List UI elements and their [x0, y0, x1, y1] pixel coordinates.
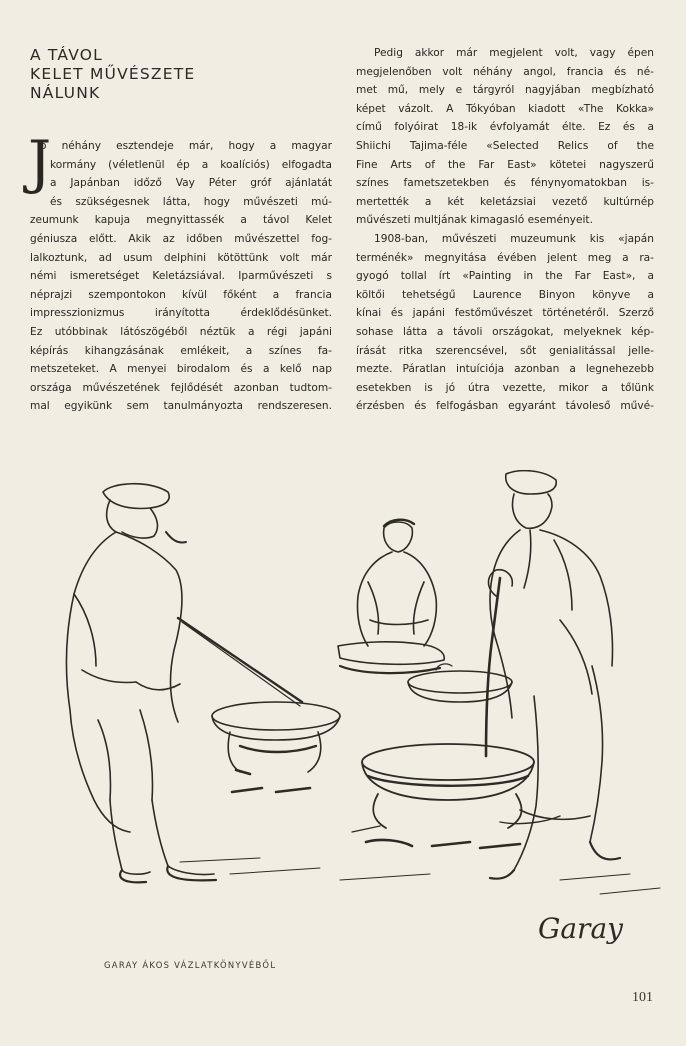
- text-line: némi ismeretséget Keletázsiával. Iparművészeti s: [30, 270, 332, 283]
- title-line-2: KELET MŰVÉSZETE: [30, 65, 196, 83]
- drop-cap: J: [28, 128, 52, 196]
- text-line: mal egyikünk sem tanulmányozta rendszeresen.: [30, 400, 332, 413]
- text-line: című folyóirat 18-ik évfolyamát élte. Ez és a: [356, 121, 654, 134]
- text-line: megjelenőben volt néhány angol, francia és né-: [356, 65, 654, 78]
- middle-cauldron: [408, 664, 512, 702]
- text-line: metszeteket. A menyei birodalom és a kelő nap: [30, 363, 332, 376]
- text-line: kormány (véletlenül ép a koalíciós) elfogadta: [50, 158, 332, 171]
- article-title: [30, 46, 260, 103]
- sketch-illustration: [0, 470, 686, 970]
- text-line: képírás kihangzásának emlékeit, a színes fa-: [30, 344, 332, 357]
- text-line: költői tehetségű Laurence Binyon könyve a: [356, 288, 654, 301]
- text-line: Ez utóbbinak látószögéből néztük a régi japáni: [30, 325, 332, 338]
- text-line: a Japánban időző Vay Péter gróf ajánlatát: [50, 177, 332, 190]
- middle-figure: [338, 520, 444, 673]
- text-line: Shiichi Tajima-féle «Selected Relics of the: [356, 139, 654, 152]
- text-line: színes fametszetekben és fénynyomatokban is-: [356, 177, 654, 190]
- text-line: met mű, mely e tárgyról nagyjában megbízható: [356, 84, 654, 97]
- artist-signature: [538, 912, 624, 945]
- page-number: 101: [632, 990, 653, 1005]
- title-line-3: NÁLUNK: [30, 84, 101, 102]
- left-text-column: [30, 137, 332, 416]
- signature-text: Garay: [538, 912, 623, 945]
- left-cauldron: [212, 702, 340, 792]
- text-line: művészeti multjának kimagasló eseményeit.: [356, 214, 593, 227]
- ground-hatching: [180, 858, 660, 894]
- text-line: impresszionizmus irányította érdeklődésünket.: [30, 307, 332, 320]
- text-line: 1908-ban, művészeti muzeumunk kis «japán: [374, 232, 654, 245]
- text-line: érzésben és felfogásban egyaránt távoleső művé-: [356, 400, 654, 413]
- text-line: írását ritka szerencsével, sőt genialitással jelle-: [356, 344, 654, 357]
- text-line: zeumunk kapuja megnyittassék a távol Kelet: [30, 214, 332, 227]
- title-line-1: A TÁVOL: [30, 46, 103, 64]
- right-text-column: [356, 44, 654, 416]
- text-line: Fine Arts of the Far East» kötetei nagyszerű: [356, 158, 654, 171]
- text-line: néprajzi szempontokon kívül főként a francia: [30, 288, 332, 301]
- text-line: lalkoztunk, ad usum delphini kötöttünk volt már: [30, 251, 332, 264]
- text-line: mertették a két keletázsiai vezető kultúrnép: [356, 195, 654, 208]
- text-line: képet vázolt. A Tókyóban kiadott «The Kokka»: [356, 102, 654, 115]
- text-line: kínai és japáni festőművészet történetéről. Szerző: [356, 307, 654, 320]
- left-figure: [67, 484, 302, 883]
- foreground-cauldron: [352, 744, 560, 848]
- text-line: Pedig akkor már megjelent volt, vagy épen: [374, 47, 654, 59]
- text-line: gyogó tollal írt «Painting in the Far East», a: [356, 270, 654, 283]
- text-line: sohase látta a távoli országokat, melyeknek kép-: [356, 325, 654, 338]
- right-figure: [486, 471, 620, 879]
- text-line: országa művészetének fejlődését azonban tudtom-: [30, 381, 332, 394]
- text-line: mezte. Páratlan intuíciója azonban a legnehezebb: [356, 363, 654, 376]
- text-line: esetekben is jó útra vezette, mikor a tőlünk: [356, 381, 654, 394]
- text-line: géniusza előtt. Akik az időben művészettel fog-: [30, 232, 332, 245]
- text-line: és szükségesnek látta, hogy művészeti mú-: [50, 195, 332, 208]
- text-line: ó néhány esztendeje már, hogy a magyar: [40, 140, 332, 152]
- text-line: terménék» megnyitása évében jelent meg a ra-: [356, 251, 654, 264]
- illustration-caption: GARAY ÁKOS VÁZLATKÖNYVÉBŐL: [104, 960, 277, 970]
